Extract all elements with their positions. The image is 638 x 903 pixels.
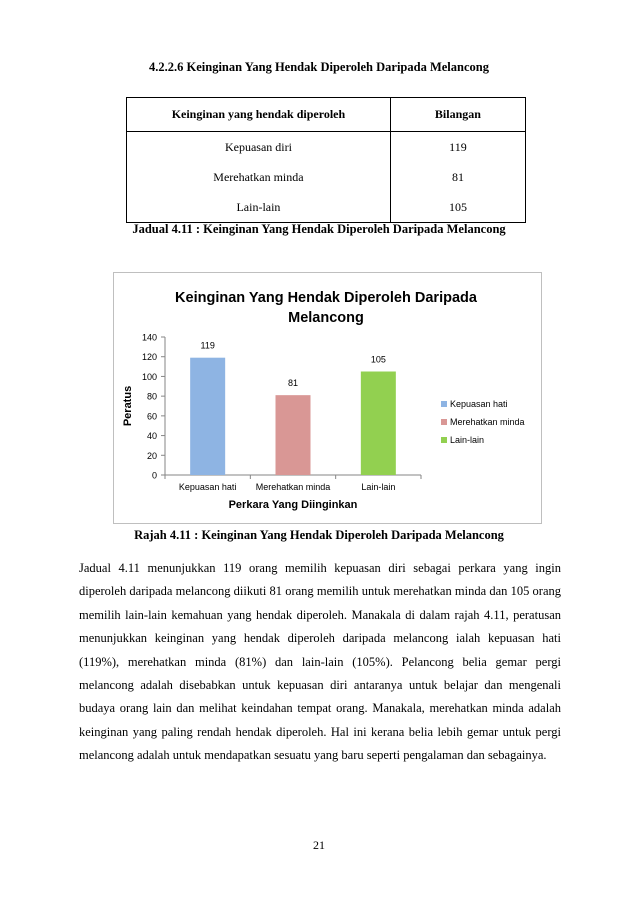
table-caption: Jadual 4.11 : Keinginan Yang Hendak Diperoleh Daripada Melancong <box>132 222 506 236</box>
x-tick-label: Merehatkan minda <box>255 482 331 492</box>
y-tick-label: 0 <box>151 470 157 481</box>
data-label: 81 <box>287 378 299 389</box>
table-header-cell: Bilangan <box>390 98 525 132</box>
page-number: 21 <box>313 838 325 852</box>
bar <box>361 372 396 476</box>
y-tick-label: 60 <box>146 411 157 422</box>
legend-label: Merehatkan minda <box>450 417 525 427</box>
x-axis-title: Perkara Yang Diinginkan <box>228 499 358 511</box>
y-tick-label: 40 <box>146 431 157 442</box>
table-cell: Lain-lain <box>127 192 391 223</box>
legend-swatch <box>441 419 447 425</box>
y-tick-label: 80 <box>146 391 157 402</box>
data-table <box>126 97 526 223</box>
table-row <box>127 162 526 192</box>
y-tick-label: 140 <box>141 332 157 343</box>
table-cell: 119 <box>390 132 525 163</box>
table-row <box>127 132 526 163</box>
chart-canvas <box>114 273 541 523</box>
data-label: 119 <box>200 340 215 351</box>
legend-swatch <box>441 401 447 407</box>
data-label: 105 <box>370 354 386 365</box>
legend-swatch <box>441 437 447 443</box>
body-paragraph: Jadual 4.11 menunjukkan 119 orang memilih kepuasan diri sebagai perkara yang ingin diperoleh daripada melancong diikuti 81 orang memilih untuk merehatkan minda dan 105 orang memilih lain-lain kemahuan yang hendak diperoleh. Manakala di dalam rajah 4.11, peratusan menunjukkan keinginan yang hendak diperoleh daripada melancong ialah kepuasan hati (119%), merehatkan minda (81%) dan lain-lain (105%). Pelancong belia gemar pergi melancong adalah disebabkan untuk kepuasan diri antaranya untuk belajar dan mengenali budaya orang lain dan melihat keindahan tempat orang. Manakala, merehatkan minda adalah keinginan yang paling rendah hendak diperoleh. Hal ini kerana belia lebih gemar untuk pergi melancong adalah untuk mendapatkan sesuatu yang baru seperti pengalaman dan sebagainya. <box>79 561 561 763</box>
table-cell: Kepuasan diri <box>127 132 391 163</box>
bar <box>190 358 225 475</box>
y-tick-label: 20 <box>146 450 157 461</box>
legend-label: Kepuasan hati <box>450 399 508 409</box>
figure-caption: Rajah 4.11 : Keinginan Yang Hendak Diperoleh Daripada Melancong <box>134 528 504 542</box>
table-header-row <box>127 98 526 132</box>
x-tick-label: Lain-lain <box>361 482 396 492</box>
table-cell: 81 <box>390 162 525 192</box>
y-axis-title: Peratus <box>122 385 134 427</box>
bar <box>276 395 311 475</box>
table-header-cell: Keinginan yang hendak diperoleh <box>127 98 391 132</box>
table-cell: Merehatkan minda <box>127 162 391 192</box>
x-tick-label: Kepuasan hati <box>178 482 237 492</box>
chart-title: Keinginan Yang Hendak Diperoleh Daripada <box>175 290 477 306</box>
table-row <box>127 192 526 223</box>
y-tick-label: 120 <box>141 352 157 363</box>
chart-title: Melancong <box>288 310 364 326</box>
section-heading: 4.2.2.6 Keinginan Yang Hendak Diperoleh Daripada Melancong <box>149 60 489 74</box>
table-cell: 105 <box>390 192 525 223</box>
legend-label: Lain-lain <box>450 435 485 445</box>
y-tick-label: 100 <box>141 371 157 382</box>
bar-chart <box>113 272 542 524</box>
